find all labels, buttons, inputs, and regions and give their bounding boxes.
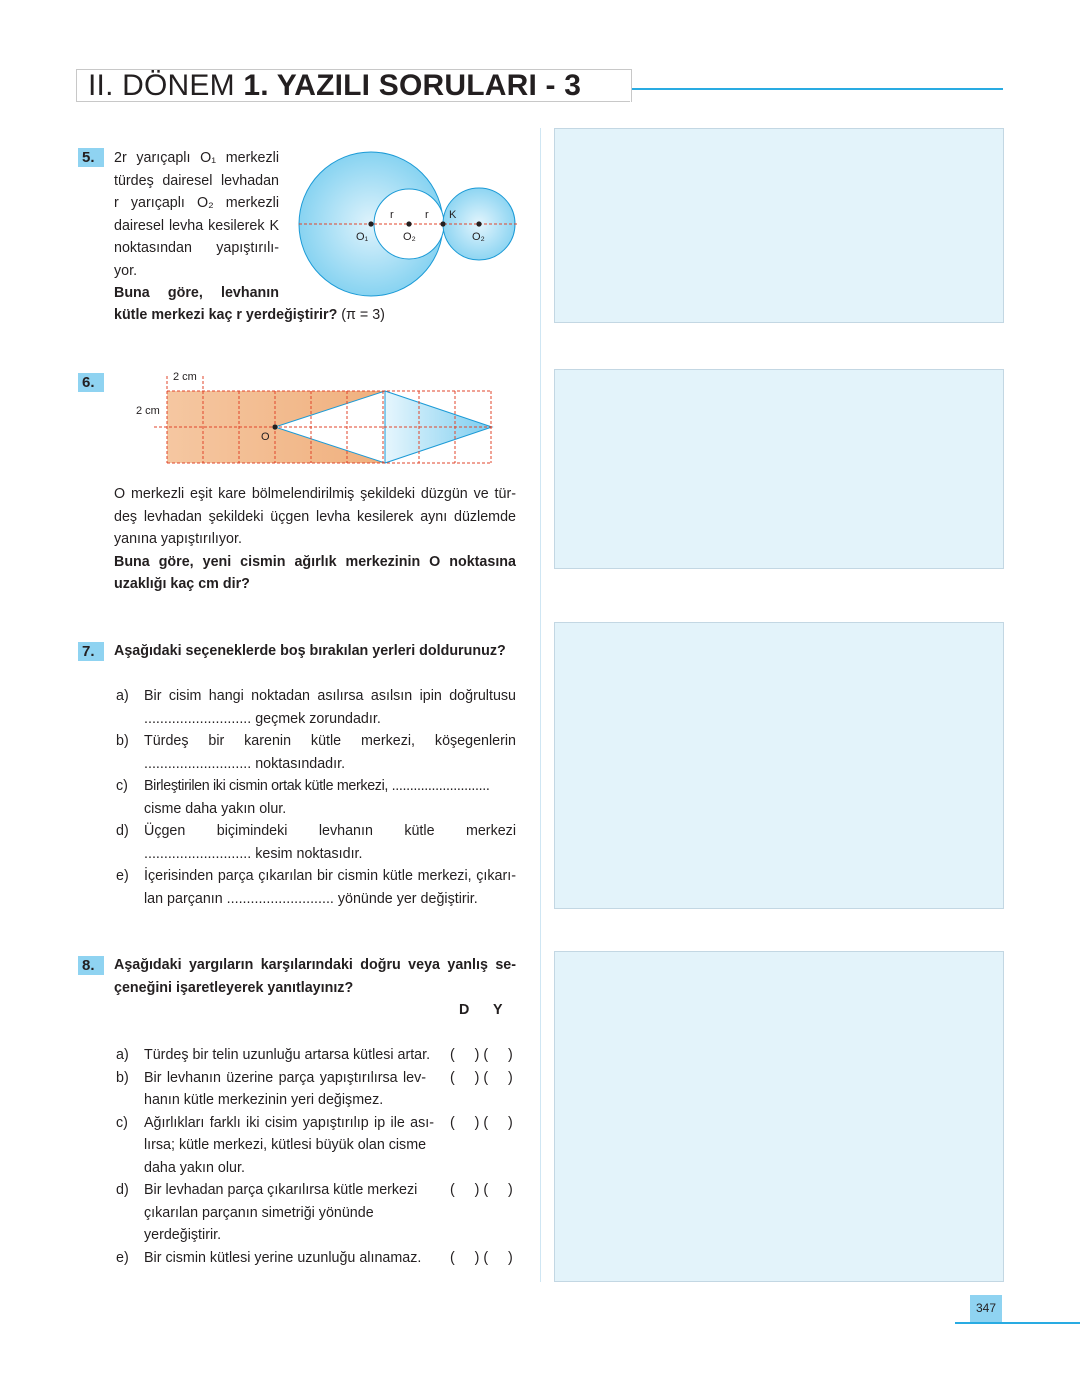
page-number: 347: [970, 1295, 1002, 1322]
label-o1: O₁: [356, 231, 369, 243]
title-part-2: 1. YAZILI SORULARI - 3: [243, 69, 582, 102]
point-o: [272, 424, 277, 429]
label-o2-hole: O₂: [403, 231, 416, 243]
q6-line-2: deş levhadan şekildeki üçgen levha kesilerek aynı düzlemde: [114, 508, 516, 525]
q5-question: [114, 304, 385, 327]
label-k: K: [449, 209, 457, 221]
q6-bold-line-1: Buna göre, yeni cismin ağırlık merkezinin O noktasına: [114, 553, 516, 570]
q6-line-1: O merkezli eşit kare bölmelendirilmiş şekildeki düzgün ve tür-: [114, 486, 516, 502]
q8-item-c-line-1: Ağırlıkları farklı iki cisim yapıştırılıp ip ile ası-: [144, 1114, 434, 1131]
q6-grid-figure: [130, 366, 510, 471]
answer-box-5[interactable]: [554, 128, 1004, 323]
q8-item-a-label: a): [116, 1047, 129, 1063]
question-6-text: [114, 483, 516, 596]
q5-line-4: dairesel levha kesilerek K: [114, 217, 279, 234]
q8-item-b-line-2: hanın kütle merkezinin yeri değişmez.: [144, 1092, 384, 1108]
q7-item-e-label: e): [116, 868, 129, 884]
q8-item-b-label: b): [116, 1069, 129, 1086]
q8-item-e-label: e): [116, 1249, 129, 1266]
q8-item-d-line-2: çıkarılan parçanın simetriği yönünde: [144, 1204, 374, 1221]
q8-col-y: Y: [493, 1002, 503, 1018]
q7-item-e: [116, 865, 516, 910]
q8-item-a: [116, 1044, 518, 1067]
footer-rule: [955, 1322, 1080, 1324]
question-5-text: [114, 147, 279, 305]
q7-item-c-line-1[interactable]: Birleştirilen iki cismin ortak kütle merkezi, ...........................: [144, 778, 490, 794]
answer-box-8[interactable]: [554, 951, 1004, 1282]
q8-item-b-choice[interactable]: ( ) ( ): [450, 1069, 513, 1086]
q8-item-e: [116, 1247, 518, 1270]
point-o2: [476, 221, 481, 226]
column-divider: [540, 128, 541, 1282]
q8-item-b: [116, 1067, 518, 1112]
dim-top: 2 cm: [173, 371, 197, 383]
q8-item-c-choice[interactable]: ( ) ( ): [450, 1114, 513, 1131]
q7-item-e-line-2[interactable]: lan parçanın ........................... yönünde yer değiştirir.: [144, 890, 478, 907]
q8-item-c-label: c): [116, 1114, 128, 1131]
q7-item-b-line-2[interactable]: ........................... noktasındadır.: [144, 755, 346, 772]
q7-item-c-line-2: cisme daha yakın olur.: [144, 800, 287, 817]
q7-title: Aşağıdaki seçeneklerde boş bırakılan yerleri doldurunuz?: [114, 643, 506, 659]
question-number-7: 7.: [78, 642, 104, 661]
q5-line-2: türdeş dairesel levhadan: [114, 172, 279, 189]
page-title: [88, 68, 581, 104]
q8-title: [114, 954, 516, 999]
dim-left: 2 cm: [136, 405, 160, 417]
q8-item-d-line-1: Bir levhadan parça çıkarılırsa kütle merkezi: [144, 1182, 418, 1198]
q7-item-a-label: a): [116, 688, 129, 704]
point-o1: [368, 221, 373, 226]
q8-item-d-choice[interactable]: ( ) ( ): [450, 1182, 513, 1198]
q7-item-d-line-2[interactable]: ........................... kesim noktasıdır.: [144, 845, 363, 862]
q8-items: [116, 1044, 518, 1269]
label-r-1: r: [390, 209, 394, 221]
q8-item-c-line-3: daha yakın olur.: [144, 1159, 245, 1176]
q8-item-d-label: d): [116, 1182, 129, 1198]
header-rule: [632, 88, 1003, 90]
point-o2-hole: [406, 221, 411, 226]
q7-item-a-line-2[interactable]: ........................... geçmek zorundadır.: [144, 710, 381, 727]
q7-item-c: [116, 775, 516, 820]
label-o: O: [261, 431, 270, 443]
q8-item-a-line-1: Türdeş bir telin uzunluğu artarsa kütlesi artar.: [144, 1047, 431, 1063]
q7-item-c-label: c): [116, 778, 128, 794]
q8-item-b-line-1: Bir levhanın üzerine parça yapıştırılırsa lev-: [144, 1069, 426, 1086]
q6-line-3: yanına yapıştırılıyor.: [114, 531, 242, 547]
q5-line-1: 2r yarıçaplı O₁ merkezli: [114, 150, 279, 166]
q7-item-e-line-1: İçerisinden parça çıkarılan bir cismin kütle merkezi, çıkarı-: [144, 868, 516, 884]
q5-line-5: noktasından yapıştırılı-: [114, 240, 279, 256]
q5-line-6: yor.: [114, 262, 138, 279]
q8-item-a-choice[interactable]: ( ) ( ): [450, 1047, 513, 1063]
q5-bold-line-2: kütle merkezi kaç r yerdeğiştirir?: [114, 307, 338, 323]
q7-item-d-line-1: Üçgen biçimindeki levhanın kütle merkezi: [144, 823, 516, 839]
point-k: [440, 221, 445, 226]
q7-item-a: [116, 685, 516, 730]
question-number-6: 6.: [78, 373, 104, 392]
q8-item-e-choice[interactable]: ( ) ( ): [450, 1249, 513, 1266]
title-part-1: II. DÖNEM: [88, 69, 244, 102]
q8-item-d-line-3: yerdeğiştirir.: [144, 1227, 222, 1243]
q8-item-c: [116, 1112, 518, 1180]
question-number-5: 5.: [78, 148, 104, 167]
q5-pi-note: (π = 3): [337, 307, 385, 323]
q8-col-d: D: [459, 1002, 470, 1018]
answer-box-6[interactable]: [554, 369, 1004, 569]
q7-item-b-label: b): [116, 733, 129, 749]
label-r-2: r: [425, 209, 429, 221]
q7-item-b-line-1: Türdeş bir karenin kütle merkezi, köşegenlerin: [144, 733, 516, 749]
answer-box-7[interactable]: [554, 622, 1004, 909]
q8-title-line-1: Aşağıdaki yargıların karşılarındaki doğru veya yanlış se-: [114, 957, 516, 973]
q7-item-d-label: d): [116, 823, 129, 839]
q6-bold-line-2: uzaklığı kaç cm dir?: [114, 576, 250, 592]
q7-item-d: [116, 820, 516, 865]
q5-line-3: r yarıçaplı O₂ merkezli: [114, 195, 279, 211]
question-number-8: 8.: [78, 956, 104, 975]
q8-item-d: [116, 1179, 518, 1247]
q8-item-e-line-1: Bir cismin kütlesi yerine uzunluğu alınamaz.: [144, 1249, 422, 1266]
q8-title-line-2: çeneğini işaretleyerek yanıtlayınız?: [114, 979, 354, 996]
q8-item-c-line-2: lırsa; kütle merkezi, kütlesi büyük olan cisme: [144, 1137, 427, 1153]
q7-items: [116, 685, 516, 910]
label-o2: O₂: [472, 231, 485, 243]
q5-circles-figure: [290, 140, 530, 305]
q5-bold-line-1: Buna göre, levhanın: [114, 285, 279, 301]
q7-item-b: [116, 730, 516, 775]
q7-item-a-line-1: Bir cisim hangi noktadan asılırsa asılsın ipin doğrultusu: [144, 688, 516, 704]
